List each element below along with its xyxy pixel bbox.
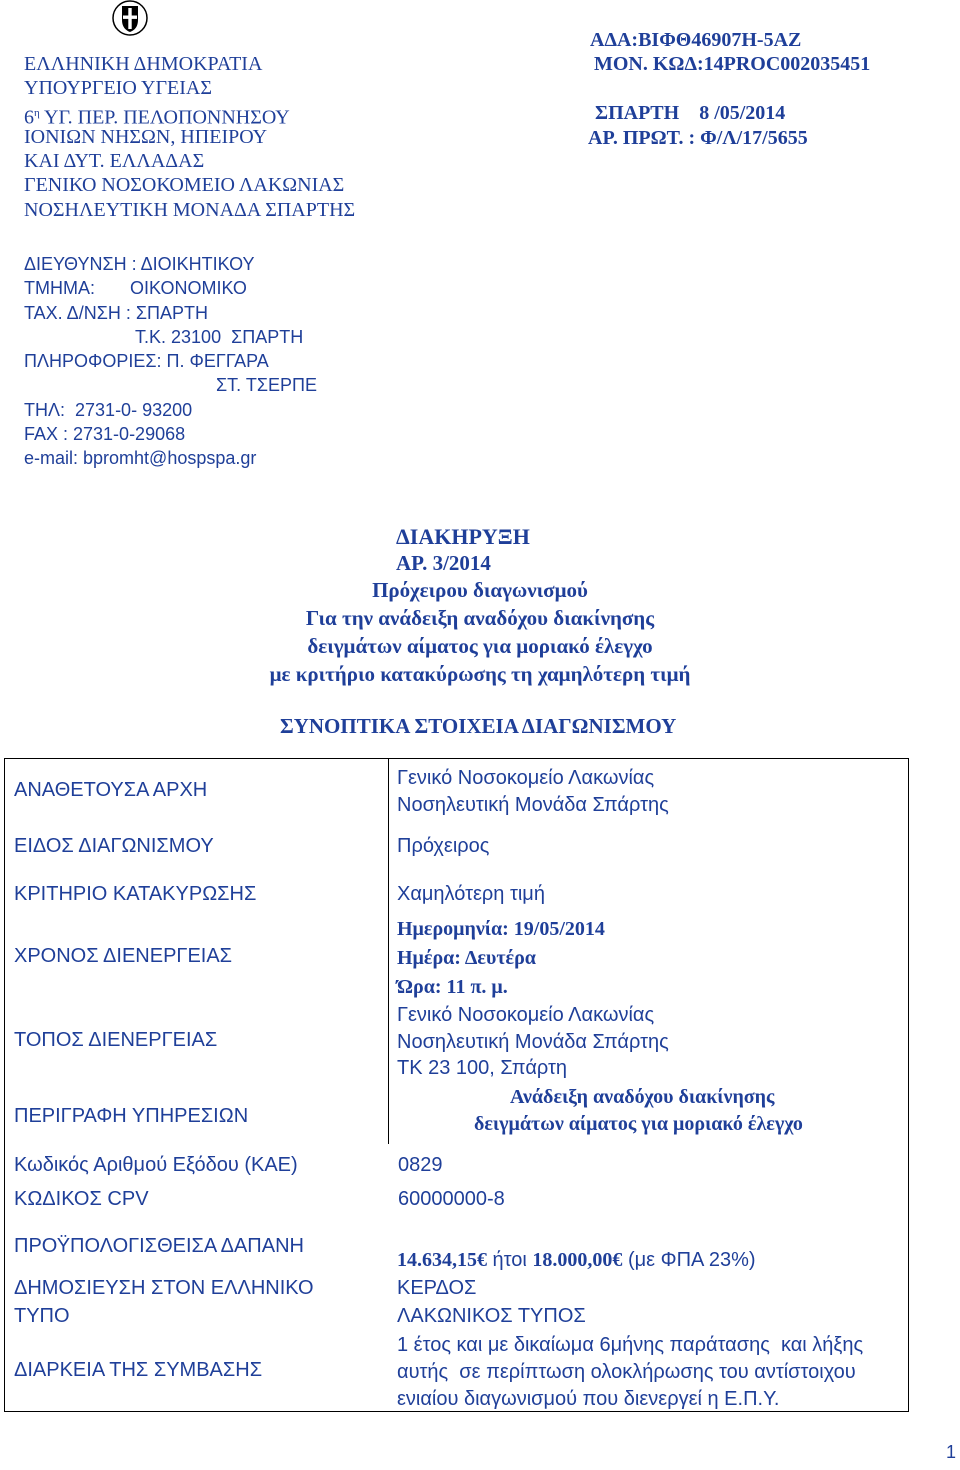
title-line: Για την ανάδειξη αναδόχου διακίνησης [305,606,655,630]
contact-line: ΣΤ. ΤΣΕΡΠΕ [216,375,317,396]
value-place-cont: Νοσηλευτική Μονάδα Σπάρτης [397,1031,669,1053]
value-budget [397,1247,756,1273]
issuer-line: ΙΟΝΙΩΝ ΝΗΣΩΝ, ΗΠΕΙΡΟΥ [24,125,268,148]
contact-line: Τ.Κ. 23100 ΣΠΑΡΤΗ [135,326,304,347]
label-time: ΧΡΟΝΟΣ ΔΙΕΝΕΡΓΕΙΑΣ [14,945,233,967]
value-authority: Γενικό Νοσοκομείο Λακωνίας [397,767,655,789]
contact-line: ΔΙΕΥΘΥΝΣΗ : ΔΙΟΙΚΗΤΙΚΟΥ [24,254,255,274]
ada-code: ΑΔΑ:ΒΙΦΘ46907Η-5ΑΖ [590,29,802,51]
issuer-line: ΓΕΝΙΚΟ ΝΟΣΟΚΟΜΕΙΟ ΛΑΚΩΝΙΑΣ [24,174,345,197]
title-line: με κριτήριο κατακύρωσης τη χαμηλότερη τιμή [269,662,691,686]
contact-line: ΤΜΗΜΑ: ΟΙΚΟΝΟΜΙΚΟ [24,278,247,299]
issuer-line: ΥΠΟΥΡΓΕΙΟ ΥΓΕΙΑΣ [24,77,213,100]
label-place: ΤΟΠΟΣ ΔΙΕΝΕΡΓΕΙΑΣ [14,1029,218,1051]
value-day: Ημέρα: Δευτέρα [397,947,536,969]
greek-emblem-icon [112,0,148,36]
value-duration-cont: αυτής σε περίπτωση ολοκλήρωσης του αντίστοιχου [397,1361,856,1383]
value-type: Πρόχειρος [397,835,490,857]
mon-code: ΜΟΝ. ΚΩΔ:14PROC002035451 [594,53,871,75]
label-type: ΕΙΔΟΣ ΔΙΑΓΩΝΙΣΜΟΥ [14,835,214,857]
label-duration: ΔΙΑΡΚΕΙΑ ΤΗΣ ΣΥΜΒΑΣΗΣ [14,1359,263,1381]
label-description: ΠΕΡΙΓΡΑΦΗ ΥΠΗΡΕΣΙΩΝ [14,1105,249,1127]
summary-heading: ΣΥΝΟΠΤΙΚΑ ΣΤΟΙΧΕΙΑ ΔΙΑΓΩΝΙΣΜΟΥ [280,714,677,738]
issuer-line: $6^\eta$ ΥΓ. ΠΕΡ. ΠΕΛΟΠΟΝΝΗΣΟΥ [24,106,290,129]
value-duration: 1 έτος και με δικαίωμα 6μήνης παράτασης και λήξης [397,1334,864,1356]
page-number: 1 [946,1442,957,1462]
title-line: Πρόχειρου διαγωνισμού [372,578,588,602]
label-budget: ΠΡΟΫΠΟΛΟΓΙΣΘΕΙΣΑ ΔΑΠΑΝΗ [14,1235,304,1257]
value-press: ΚΕΡΔΟΣ [397,1277,477,1299]
label-criterion: ΚΡΙΤΗΡΙΟ ΚΑΤΑΚΥΡΩΣΗΣ [14,883,257,905]
value-duration-cont: ενιαίου διαγωνισμού που διενεργεί η Ε.Π.Υ. [397,1388,780,1410]
value-authority-cont: Νοσηλευτική Μονάδα Σπάρτης [397,794,669,816]
title-line: δειγμάτων αίματος για μοριακό έλεγχο [307,634,653,658]
value-description: Ανάδειξη αναδόχου διακίνησης [510,1086,775,1108]
value-cpv: 60000000-8 [398,1188,505,1210]
contact-line: FAX : 2731-0-29068 [24,424,186,445]
issuer-line: ΕΛΛΗΝΙΚΗ ΔΗΜΟΚΡΑΤΙΑ [24,53,263,75]
contact-block [24,252,317,471]
issuer-line: ΚΑΙ ΔΥΤ. ΕΛΛΑΔΑΣ [24,150,205,173]
contact-line: ΤΗΛ: 2731-0- 93200 [24,399,193,420]
label-press: ΔΗΜΟΣΙΕΥΣΗ ΣΤΟΝ ΕΛΛΗΝΙΚΟ [14,1277,314,1299]
budget-net: 14.634,15€ [397,1249,487,1271]
issuer-line: ΝΟΣΗΛΕΥΤΙΚΗ ΜΟΝΑΔΑ ΣΠΑΡΤΗΣ [24,198,356,221]
contact-line: e-mail: bpromht@hospspa.gr [24,448,257,469]
label-press-cont: ΤΥΠΟ [14,1305,70,1327]
label-authority: ΑΝΑΘΕΤΟΥΣΑ ΑΡΧΗ [14,779,208,801]
budget-total: 18.000,00€ [532,1249,623,1271]
label-kae: Κωδικός Αριθμού Εξόδου (ΚΑΕ) [14,1154,298,1176]
protocol-number: ΑΡ. ΠΡΩΤ. : Φ/Λ/17/5655 [588,127,808,149]
budget-vat: (με ΦΠΑ 23%) [622,1249,756,1271]
value-date: Ημερομηνία: 19/05/2014 [397,918,605,940]
issuer-block [24,52,355,222]
document-title: ΔΙΑΚΗΡΥΞΗ [396,524,530,549]
budget-ie: ήτοι [487,1249,533,1271]
place-date: ΣΠΑΡΤΗ 8 /05/2014 [595,102,786,124]
value-press-cont: ΛΑΚΩΝΙΚΟΣ ΤΥΠΟΣ [397,1305,586,1327]
value-hour: Ώρα: 11 π. μ. [397,976,508,998]
contact-line: ΠΛΗΡΟΦΟΡΙΕΣ: Π. ΦΕΓΓΑΡΑ [24,351,269,372]
value-place: Γενικό Νοσοκομείο Λακωνίας [397,1004,655,1026]
value-criterion: Χαμηλότερη τιμή [397,883,545,905]
contact-line: ΤΑΧ. Δ/ΝΣΗ : ΣΠΑΡΤΗ [24,302,208,323]
label-cpv: ΚΩΔΙΚΟΣ CPV [14,1188,149,1210]
table-divider [388,758,389,1144]
value-description-cont: δειγμάτων αίματος για μοριακό έλεγχο [474,1113,803,1135]
document-number: ΑΡ. 3/2014 [396,551,491,575]
value-kae: 0829 [398,1154,443,1176]
value-place-cont: ΤΚ 23 100, Σπάρτη [397,1057,567,1079]
